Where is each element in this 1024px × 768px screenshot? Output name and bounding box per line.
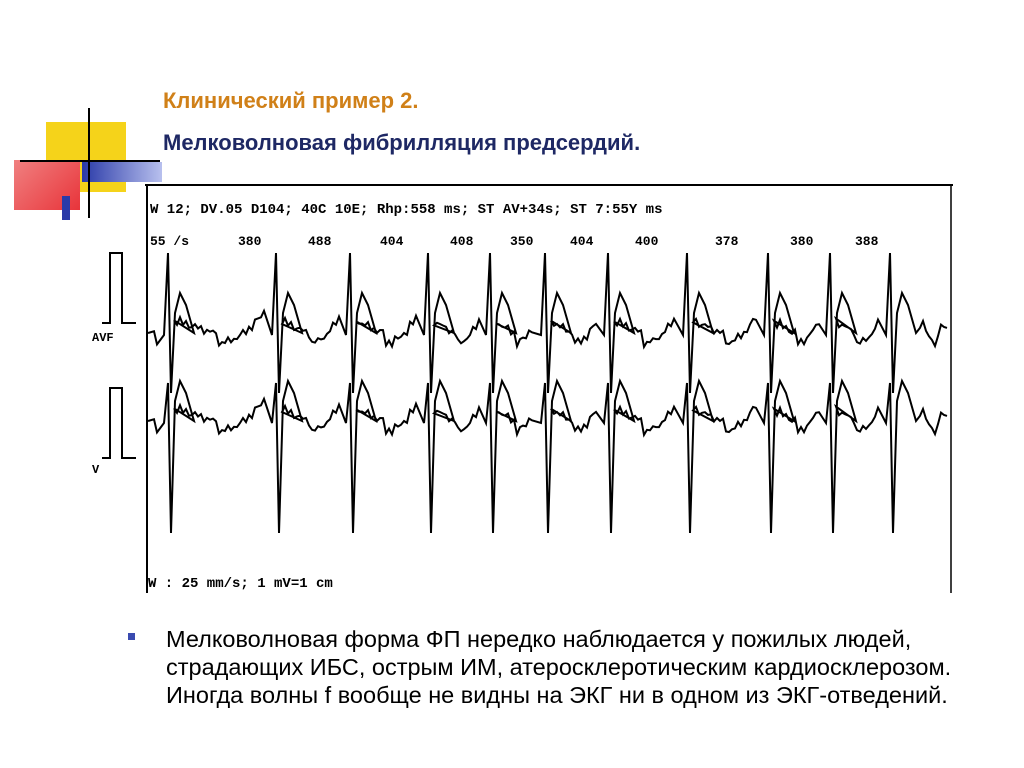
rr-interval-label: 55 /s — [150, 234, 190, 249]
slide-title-line2: Мелковолновая фибрилляция предсердий. — [163, 130, 641, 155]
ecg-header-text: W 12; DV.05 D104; 40C 10E; Rhp:558 ms; ST AV+34s; ST 7:55Y ms — [150, 202, 663, 218]
lead-label-2: V — [92, 463, 100, 477]
rr-interval-label: 488 — [308, 234, 332, 249]
rr-interval-label: 380 — [790, 234, 814, 249]
deco-blue-bar — [82, 162, 162, 182]
rr-interval-label: 404 — [570, 234, 594, 249]
rr-interval-label: 388 — [855, 234, 879, 249]
deco-red-square — [14, 160, 80, 210]
rr-interval-label: 404 — [380, 234, 404, 249]
calibration-pulse-2 — [102, 388, 136, 458]
rr-interval-label: 350 — [510, 234, 534, 249]
lead-label-1: AVF — [92, 331, 114, 345]
rr-interval-label: 380 — [238, 234, 262, 249]
ecg-footer-text: W : 25 mm/s; 1 mV=1 cm — [148, 576, 333, 592]
rr-interval-label: 400 — [635, 234, 659, 249]
rr-interval-label: 378 — [715, 234, 739, 249]
slide-title-line1: Клинический пример 2. — [163, 88, 419, 113]
deco-blue-square — [62, 196, 70, 220]
bullet-text: Мелковолновая форма ФП нередко наблюдается у пожилых людей, страдающих ИБС, острым ИМ, атеросклеротическим кардиосклерозом. Иногда волны f вообще не видны на ЭКГ ни в одном из ЭКГ-отведений. — [166, 626, 952, 708]
calibration-pulse-1 — [102, 253, 136, 323]
rr-interval-label: 408 — [450, 234, 474, 249]
bullet-square-icon — [128, 633, 135, 640]
ecg-strip — [80, 183, 960, 603]
deco-horizontal-line — [20, 160, 160, 162]
